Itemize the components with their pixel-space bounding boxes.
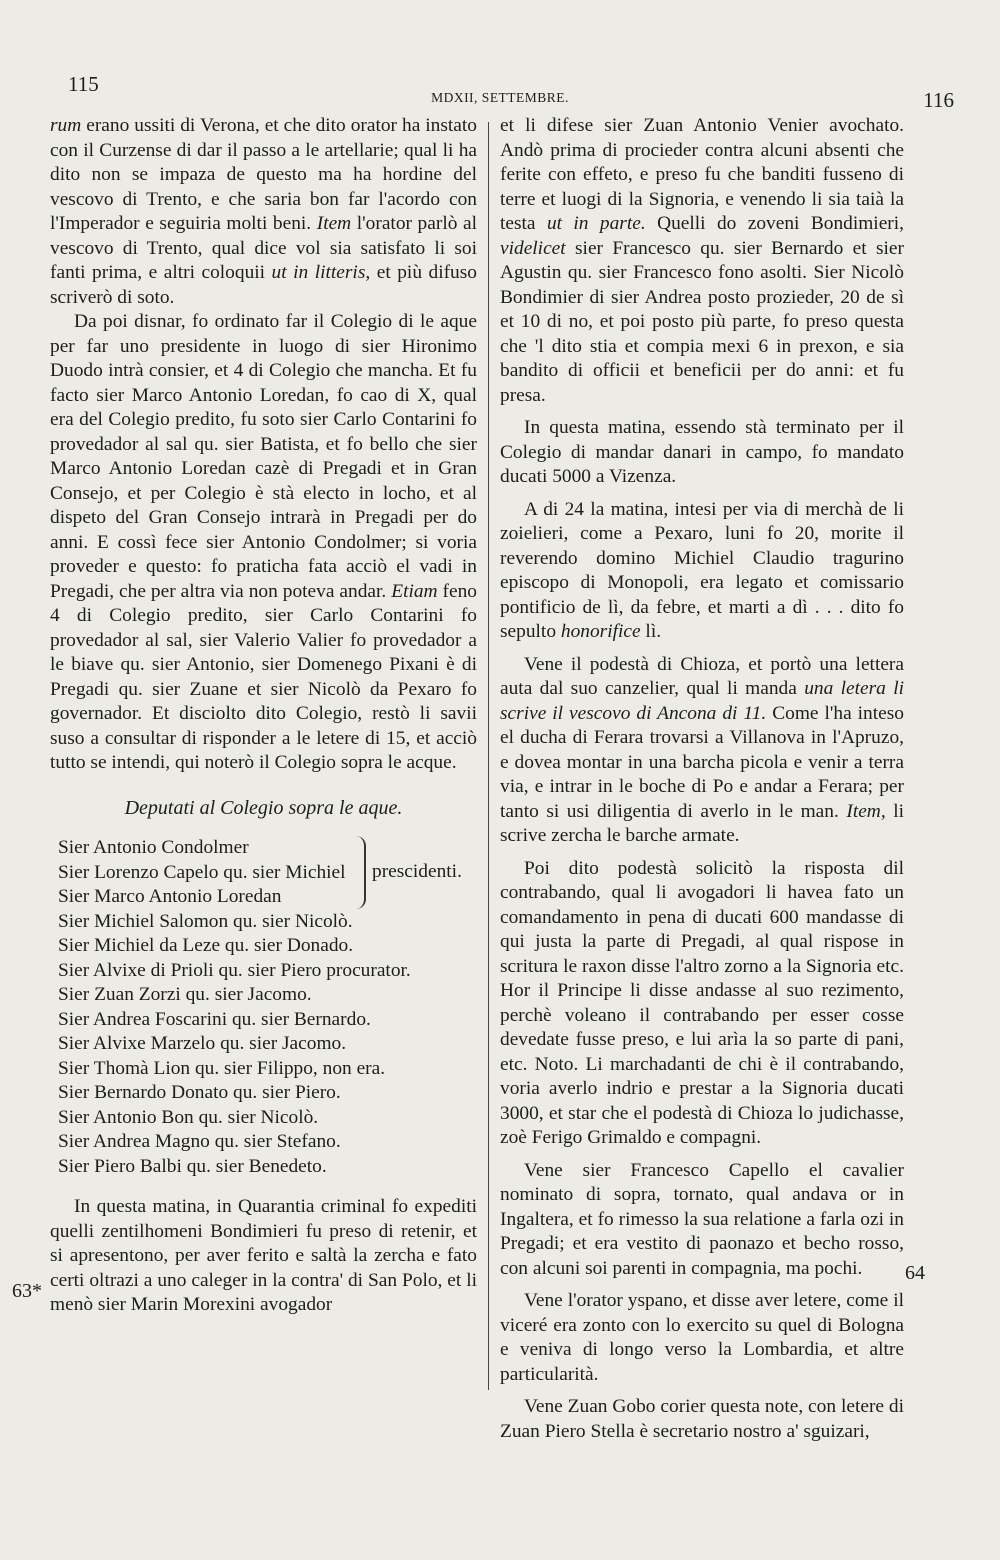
- text-run: Come l'ha inteso el ducha di Ferara trovarsi a Villanova in l'Apruzo, e dovea montar in una barcha picola e venir a terra via, e intrar in le boche di Po e andar a Ferara; per tanto si usi diligentia di averlo in le man.: [500, 702, 904, 822]
- members-list: [50, 910, 477, 1180]
- italic-run: una letera li scrive il vescovo di Ancona di 11.: [500, 678, 904, 724]
- text-run: Vene il podestà di Chioza, et portò una lettera auta dal suo canzelier, qual li manda: [500, 653, 904, 699]
- text-run: In questa matina, in Quarantia criminal fo expediti quelli zentilhomeni Bondimieri fu preso di retenir, et si apresentono, per aver ferito e saltà la zercha e fato certi oltrazi a uno caleger in la contra' di San Polo, et li menò sier Marin Morexini avogador: [50, 1196, 477, 1315]
- list-item: Sier Andrea Foscarini qu. sier Bernardo.: [58, 1008, 371, 1030]
- left-paragraph-2: [50, 310, 477, 776]
- text-run: l'orator parlò al vescovo di Trento, qual dice vol sia satisfato li soi fanti prima, e altri coloquii: [50, 213, 477, 283]
- left-column: [50, 114, 477, 1318]
- italic-run: ut in parte.: [546, 213, 646, 234]
- list-item: Sier Alvixe di Prioli qu. sier Piero procurator.: [58, 959, 411, 981]
- presidents-group: [50, 836, 477, 910]
- list-item: Sier Michiel Salomon qu. sier Nicolò.: [58, 910, 353, 932]
- text-run: erano ussiti di Verona, et che dito orator ha instato con il Curzense di dar il passo a le artellarie; qual li ha dito non se impaza de questo ma ha hordine del vescovo di Trento, e che saria bon far l'acordo con l'Imperador e seguiria molti beni.: [50, 115, 477, 234]
- column-divider: [488, 122, 489, 1390]
- list-item: Sier Alvixe Marzelo qu. sier Jacomo.: [58, 1033, 347, 1054]
- list-item: Sier Antonio Condolmer: [58, 837, 249, 858]
- list-heading: Deputati al Colegio sopra le aque.: [124, 796, 403, 819]
- list-item: Sier Lorenzo Capelo qu. sier Michiel: [58, 861, 346, 883]
- left-paragraph-1: [50, 114, 477, 310]
- right-paragraph-2: [500, 416, 904, 490]
- text-run: sier Francesco qu. sier Bernardo et sier Agustin qu. sier Francesco fono asolti. Sier Nicolò Bondimier di sier Andrea posto prozieder, 20 de sì et 10 di no, et poi posto più parte, fo preso questa che 'l dito stia et compia mexi 6 in prexon, e sia bandito di officii et beneficii per do anni: et fu presa.: [500, 237, 904, 406]
- right-page-number: 116: [923, 88, 954, 112]
- italic-run: Item: [316, 213, 352, 234]
- right-paragraph-1: [500, 114, 904, 408]
- left-paragraph-3: [50, 1195, 477, 1318]
- text-run: Poi dito podestà solicitò la risposta dil contrabando, qual li avogadori li havea fato un comandamento in pena di ducati 600 mandasse di qui justa la parte di Pregadi, al qual rispose in scritura le raxon disse l'altro zorno a la Signoria etc. Hor il Principe li disse andasse al suo rezimento, perchè voleano il contrabando per esser cosse devedate fusse preso, e lui arìa la so parte di pani, etc. Noto. Li marchadanti de chi è il contrabando, voria averlo indrio e prestar a la Signoria ducati 3000, et star che el podestà di Chioza lo judichasse, zoè Ferigo Grimaldo e compagni.: [500, 857, 904, 1148]
- list-item: Sier Antonio Bon qu. sier Nicolò.: [58, 1106, 319, 1128]
- right-paragraph-7: [500, 1289, 904, 1387]
- text-run: Vene l'orator yspano, et disse aver letere, come il viceré era zonto con lo exercito su quel di Bologna e veniva di longo verso la Lombardia, et altre particularità.: [500, 1290, 904, 1385]
- right-column: [500, 114, 904, 1444]
- italic-run: videlicet: [500, 237, 566, 259]
- text-run: Da poi disnar, fo ordinato far il Colegio di le aque per far uno presidente in luogo di sier Hironimo Duodo intrà consier, et 4 di Colegio che mancha. Et fu facto sier Marco Antonio Loredan, fo cao di X, qual era del Colegio predito, fu soto sier Carlo Contarini fo provedador al sal qu. sier Batista, et fo bello che sier Marco Antonio Loredan cazè di Pregadi et in Gran Consejo, et per Colegio è stà electo in locho, et al dispeto del Gran Consejo intrarà in Pregadi per do anni. E cossì fece sier Antonio Condolmer; si voria proveder e questo: fo praticha fata acciò el vadi in Pregadi, che per altra via non poteva andar.: [50, 311, 477, 602]
- italic-run: rum: [50, 115, 82, 136]
- italic-run: ut in litteris,: [271, 262, 371, 283]
- right-paragraph-6: [500, 1159, 904, 1282]
- text-run: Vene sier Francesco Capello el cavalier nominato di sopra, tornato, qual andava or in Ingaltera, et fo rimesso la sua relatione a farla ozi in Pregadi; et era vestito di paonazo et becho rosso, con alcuni soi parenti in compagnia, ma pochi.: [500, 1159, 904, 1279]
- italic-run: honorifice: [560, 621, 641, 642]
- text-run: Quelli do zoveni Bondimieri,: [645, 213, 904, 234]
- left-page-number: 115: [68, 72, 99, 96]
- text-run: li scrive zercha le barche armate.: [500, 800, 904, 846]
- text-run: feno 4 di Colegio predito, sier Carlo Contarini fo provedador al sal, sier Valerio Valier fo provedador a le biave qu. sier Antonio, sier Domenego Pixani è di Pregadi qu. sier Zuane et sier Nicolò da Pexaro fo governador. Et disciolto dito Colegio, restò li savii suso a consultar di risponder a le letere di 15, et acciò tutto se intendi, qui noterò il Colegio sopra le acque.: [50, 580, 477, 773]
- right-paragraph-5: [500, 857, 904, 1151]
- list-item: Sier Marco Antonio Loredan: [58, 886, 282, 907]
- presidents-label: prescidenti.: [372, 861, 462, 882]
- text-run: lì.: [640, 621, 662, 642]
- text-run: Vene Zuan Gobo corier questa note, con letere di Zuan Piero Stella è secretario nostro a' sguizari,: [500, 1396, 904, 1442]
- list-item: Sier Michiel da Leze qu. sier Donado.: [58, 935, 354, 956]
- list-item: Sier Andrea Magno qu. sier Stefano.: [58, 1131, 341, 1152]
- list-item: Sier Zuan Zorzi qu. sier Jacomo.: [58, 984, 312, 1005]
- text-run: et più difuso scriverò di soto.: [50, 262, 477, 308]
- text-run: In questa matina, essendo stà terminato per il Colegio di mandar danari in campo, fo mandato ducati 5000 a Vizenza.: [500, 417, 904, 487]
- right-paragraph-4: [500, 653, 904, 849]
- margin-note-left: 63*: [12, 1280, 42, 1302]
- text-run: et li difese sier Zuan Antonio Venier avochato. Andò prima di procieder contra alcuni absenti che ferite con effeto, e preso fu che banditi fusseno di terre et luogi di la Signoria, e venendo li sia taià la testa: [500, 115, 904, 234]
- italic-run: Item,: [846, 800, 886, 822]
- italic-run: Etiam: [391, 580, 438, 602]
- text-run: A di 24 la matina, intesi per via di merchà de li zoielieri, come a Pexaro, luni fo 20, morite il reverendo domino Michiel Claudio tragurino episcopo di Monopoli, era legato et comissario pontificio de lì, da febre, et marti a dì . . . dito fo sepulto: [500, 498, 904, 642]
- running-title: MDXII, SETTEMBRE.: [431, 90, 569, 105]
- list-item: Sier Piero Balbi qu. sier Benedeto.: [58, 1155, 327, 1177]
- right-paragraph-3: [500, 498, 904, 645]
- margin-note-right: 64: [905, 1262, 925, 1284]
- list-item: Sier Bernardo Donato qu. sier Piero.: [58, 1082, 341, 1103]
- right-paragraph-8: [500, 1395, 904, 1444]
- list-item: Sier Thomà Lion qu. sier Filippo, non era.: [58, 1057, 386, 1079]
- presidents-brace: [354, 836, 366, 909]
